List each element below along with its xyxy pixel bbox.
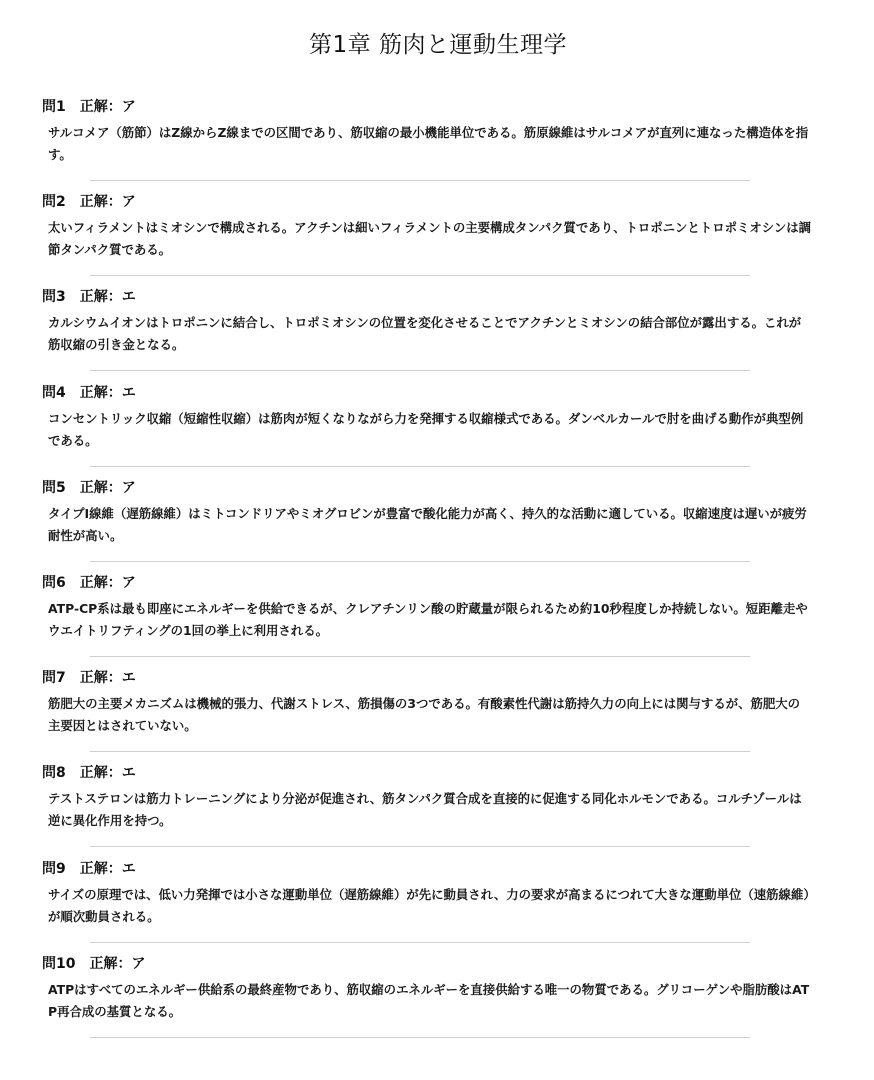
answer-item-5 bbox=[42, 479, 834, 574]
answer-item-8 bbox=[42, 764, 834, 859]
answer-explanation: ATP-CP系は最も即座にエネルギーを供給できるが、クレアチンリン酸の貯蔵量が限られるため約10秒程度しか持続しない。短距離走やウエイトリフティングの1回の挙上に利用される。 bbox=[48, 600, 808, 638]
question-number: 問3 bbox=[42, 289, 66, 306]
divider bbox=[90, 561, 750, 562]
answer-header bbox=[42, 574, 834, 592]
divider bbox=[90, 180, 750, 181]
correct-answer: 正解：エ bbox=[79, 289, 136, 306]
answer-header bbox=[42, 288, 834, 306]
divider bbox=[90, 275, 750, 276]
divider bbox=[90, 656, 750, 657]
question-number: 問5 bbox=[42, 479, 66, 496]
answer-header bbox=[42, 764, 834, 782]
divider bbox=[90, 370, 750, 371]
question-number: 問9 bbox=[42, 860, 66, 877]
answer-header bbox=[42, 98, 834, 116]
answer-header bbox=[42, 860, 834, 878]
answer-item-1 bbox=[42, 98, 834, 193]
answer-header bbox=[42, 479, 834, 497]
answer-explanation: タイプⅠ線維（遅筋線維）はミトコンドリアやミオグロビンが豊富で酸化能力が高く、持久的な活動に適している。収縮速度は遅いが疲労耐性が高い。 bbox=[48, 505, 807, 543]
correct-answer: 正解：ア bbox=[79, 194, 136, 211]
correct-answer: 正解：エ bbox=[79, 384, 136, 401]
answer-header bbox=[42, 955, 834, 973]
divider bbox=[90, 466, 750, 467]
answer-header bbox=[42, 669, 834, 687]
divider bbox=[90, 942, 750, 943]
correct-answer: 正解：ア bbox=[79, 479, 136, 496]
answer-item-6 bbox=[42, 574, 834, 669]
answer-explanation: サルコメア（筋節）はZ線からZ線までの区間であり、筋収縮の最小機能単位である。筋原線維はサルコメアが直列に連なった構造体を指す。 bbox=[48, 125, 809, 162]
answer-explanation: テストステロンは筋力トレーニングにより分泌が促進され、筋タンパク質合成を直接的に促進する同化ホルモンである。コルチゾールは逆に異化作用を持つ。 bbox=[48, 791, 802, 829]
answer-item-4 bbox=[42, 384, 834, 479]
answer-item-10 bbox=[42, 955, 834, 1050]
answer-item-3 bbox=[42, 288, 834, 383]
answer-explanation: コンセントリック収縮（短縮性収縮）は筋肉が短くなりながら力を発揮する収縮様式である。ダンベルカールで肘を曲げる動作が典型例である。 bbox=[48, 410, 804, 448]
answer-header bbox=[42, 384, 834, 402]
page-title: 第1章 筋肉と運動生理学 bbox=[309, 32, 567, 58]
question-number: 問1 bbox=[42, 99, 66, 115]
correct-answer: 正解：ア bbox=[79, 99, 136, 115]
correct-answer: 正解：ア bbox=[89, 955, 146, 972]
answer-explanation: カルシウムイオンはトロポニンに結合し、トロポミオシンの位置を変化させることでアクチンとミオシンの結合部位が露出する。これが筋収縮の引き金となる。 bbox=[48, 315, 802, 353]
answer-explanation: 太いフィラメントはミオシンで構成される。アクチンは細いフィラメントの主要構成タンパク質であり、トロポニンとトロポミオシンは調節タンパク質である。 bbox=[48, 220, 812, 258]
answer-explanation: ATPはすべてのエネルギー供給系の最終産物であり、筋収縮のエネルギーを直接供給する唯一の物質である。グリコーゲンや脂肪酸はATP再合成の基質となる。 bbox=[48, 981, 810, 1019]
divider bbox=[90, 846, 750, 847]
answer-explanation: 筋肥大の主要メカニズムは機械的張力、代謝ストレス、筋損傷の3つである。有酸素性代謝は筋持久力の向上には関与するが、筋肥大の主要因とはされていない。 bbox=[48, 696, 801, 734]
question-number: 問6 bbox=[42, 574, 66, 591]
correct-answer: 正解：エ bbox=[79, 765, 136, 782]
answer-explanation: サイズの原理では、低い力発揮では小さな運動単位（遅筋線維）が先に動員され、力の要求が高まるにつれて大きな運動単位（速筋線維）が順次動員される。 bbox=[48, 886, 810, 924]
divider bbox=[90, 751, 750, 752]
correct-answer: 正解：ア bbox=[79, 574, 136, 591]
answer-header bbox=[42, 193, 834, 211]
question-number: 問2 bbox=[42, 194, 66, 211]
divider bbox=[90, 1037, 750, 1038]
question-number: 問8 bbox=[42, 765, 66, 782]
question-number: 問7 bbox=[42, 670, 66, 687]
answer-item-2 bbox=[42, 193, 834, 288]
question-number: 問10 bbox=[42, 955, 76, 972]
answer-item-7 bbox=[42, 669, 834, 764]
answer-item-9 bbox=[42, 860, 834, 955]
correct-answer: 正解：エ bbox=[79, 860, 136, 877]
answer-list bbox=[42, 98, 834, 1050]
question-number: 問4 bbox=[42, 384, 66, 401]
correct-answer: 正解：エ bbox=[79, 670, 136, 687]
